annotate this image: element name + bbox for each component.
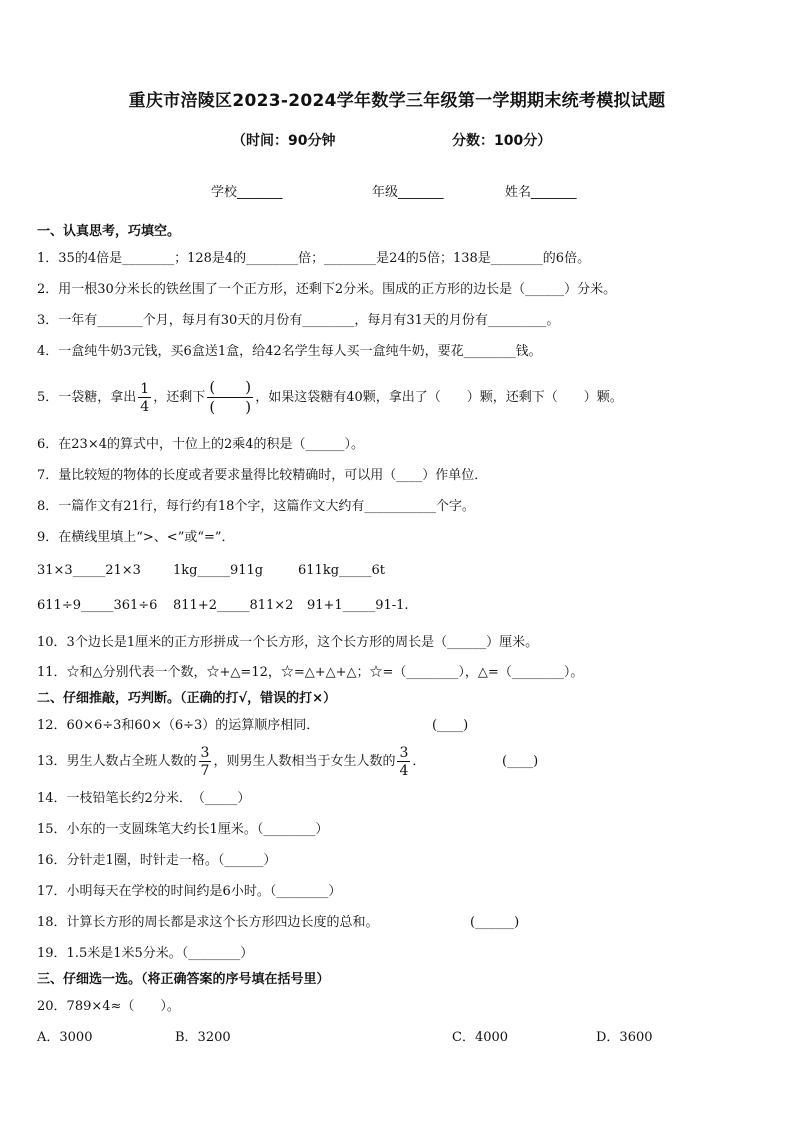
- section-1-heading: 一、认真思考，巧填空。: [37, 224, 181, 239]
- compare-item: 611kg_____6t: [298, 563, 386, 578]
- section-3-heading: 三、仔细选一选。（将正确答案的序号填在括号里）: [37, 972, 330, 987]
- judge-blank[interactable]: (____): [432, 718, 469, 733]
- question-19: 19．1.5米是1米5分米。（________）: [37, 946, 254, 961]
- question-5-text-start: 5．一袋糖，拿出: [37, 390, 137, 405]
- fraction-three-sevenths: [199, 746, 212, 778]
- question-5: [37, 376, 623, 420]
- question-5-text-end: ，如果这袋糖有40颗，拿出了（ ）颗，还剩下（ ）颗。: [255, 390, 623, 405]
- question-11: 11．☆和△分别代表一个数，☆+△=12，☆=△+△+△；☆=（________），△=（________）。: [37, 665, 584, 680]
- fraction-denominator-blank: ( ): [209, 398, 252, 416]
- fraction-three-quarters: [397, 746, 410, 778]
- time-label: （时间：90分钟: [232, 133, 336, 149]
- section-2-heading: 二、仔细推敲，巧判断。（正确的打√，错误的打×）: [37, 691, 337, 706]
- fraction-numerator: 1: [140, 380, 150, 397]
- fraction-denominator: 4: [140, 398, 150, 415]
- question-16: 16．分针走1圈，时针走一格。（______）: [37, 853, 277, 868]
- fraction-numerator: 3: [399, 744, 409, 761]
- fraction-numerator: 3: [200, 744, 210, 761]
- question-1: 1．35的4倍是________；128是4的________倍；________是24的5倍；138是________的6倍。: [37, 251, 591, 266]
- judge-blank[interactable]: (____): [502, 754, 539, 769]
- page-title: 重庆市涪陵区2023-2024学年数学三年级第一学期期末统考模拟试题: [128, 91, 666, 111]
- fraction-one-quarter: [138, 382, 151, 414]
- compare-item: 611÷9_____361÷6: [37, 598, 158, 613]
- question-6: 6．在23×4的算式中，十位上的2乘4的积是（______）。: [37, 437, 365, 452]
- question-13-text-mid: ，则男生人数相当于女生人数的: [213, 754, 396, 769]
- option-c[interactable]: C．4000: [452, 1030, 509, 1045]
- compare-item: 91+1_____91-1.: [307, 598, 409, 613]
- compare-item: 1kg_____911g: [173, 563, 264, 578]
- question-17: 17．小明每天在学校的时间约是6小时。（________）: [37, 884, 342, 899]
- compare-item: 31×3_____21×3: [37, 563, 141, 578]
- fraction-answer-blank[interactable]: [207, 380, 253, 415]
- question-15: 15．小东的一支圆珠笔大约长1厘米。（________）: [37, 822, 329, 837]
- question-13: [37, 742, 757, 782]
- question-4: 4．一盒纯牛奶3元钱，买6盒送1盒，给42名学生每人买一盒纯牛奶，要花________钱。: [37, 344, 542, 359]
- option-d[interactable]: D．3600: [596, 1030, 653, 1045]
- option-b[interactable]: B．3200: [175, 1030, 231, 1045]
- option-a[interactable]: A．3000: [37, 1030, 93, 1045]
- name-field[interactable]: 姓名_______: [505, 185, 577, 200]
- fraction-denominator: 4: [399, 762, 409, 779]
- question-13-text-end: ．: [412, 754, 426, 769]
- question-18-text: 18．计算长方形的周长都是求这个长方形四边长度的总和。: [37, 915, 379, 930]
- question-12: [37, 717, 757, 735]
- judge-blank[interactable]: (______): [470, 915, 520, 930]
- compare-item: 811+2_____811×2: [173, 598, 294, 613]
- fraction-denominator: 7: [200, 762, 210, 779]
- question-5-text-mid: ，还剩下: [153, 390, 206, 405]
- school-field[interactable]: 学校_______: [211, 185, 283, 200]
- question-20: 20．789×4≈（ ）。: [37, 999, 180, 1014]
- question-13-text-start: 13．男生人数占全班人数的: [37, 754, 197, 769]
- question-7: 7．量比较短的物体的长度或者要求量得比较精确时，可以用（____）作单位．: [37, 468, 488, 483]
- question-10: 10．3个边长是1厘米的正方形拼成一个长方形，这个长方形的周长是（______）厘米。: [37, 635, 539, 650]
- question-14: 14．一枝铅笔长约2分米． （_____）: [37, 791, 251, 806]
- question-18: [37, 914, 757, 932]
- question-3: 3．一年有_______个月，每月有30天的月份有________，每月有31天的月份有_________。: [37, 313, 560, 328]
- score-label: 分数：100分）: [452, 133, 552, 149]
- question-12-text: 12．60×6÷3和60×（6÷3）的运算顺序相同．: [37, 718, 320, 733]
- question-8: 8．一篇作文有21行，每行约有18个字，这篇作文大约有___________个字。: [37, 499, 475, 514]
- question-2: 2．用一根30分米长的铁丝围了一个正方形，还剩下2分米。围成的正方形的边长是（______）分米。: [37, 282, 617, 297]
- question-9: 9．在横线里填上“>、<”或“=”．: [37, 530, 235, 545]
- fraction-numerator-blank: ( ): [207, 380, 253, 398]
- grade-field[interactable]: 年级_______: [372, 185, 444, 200]
